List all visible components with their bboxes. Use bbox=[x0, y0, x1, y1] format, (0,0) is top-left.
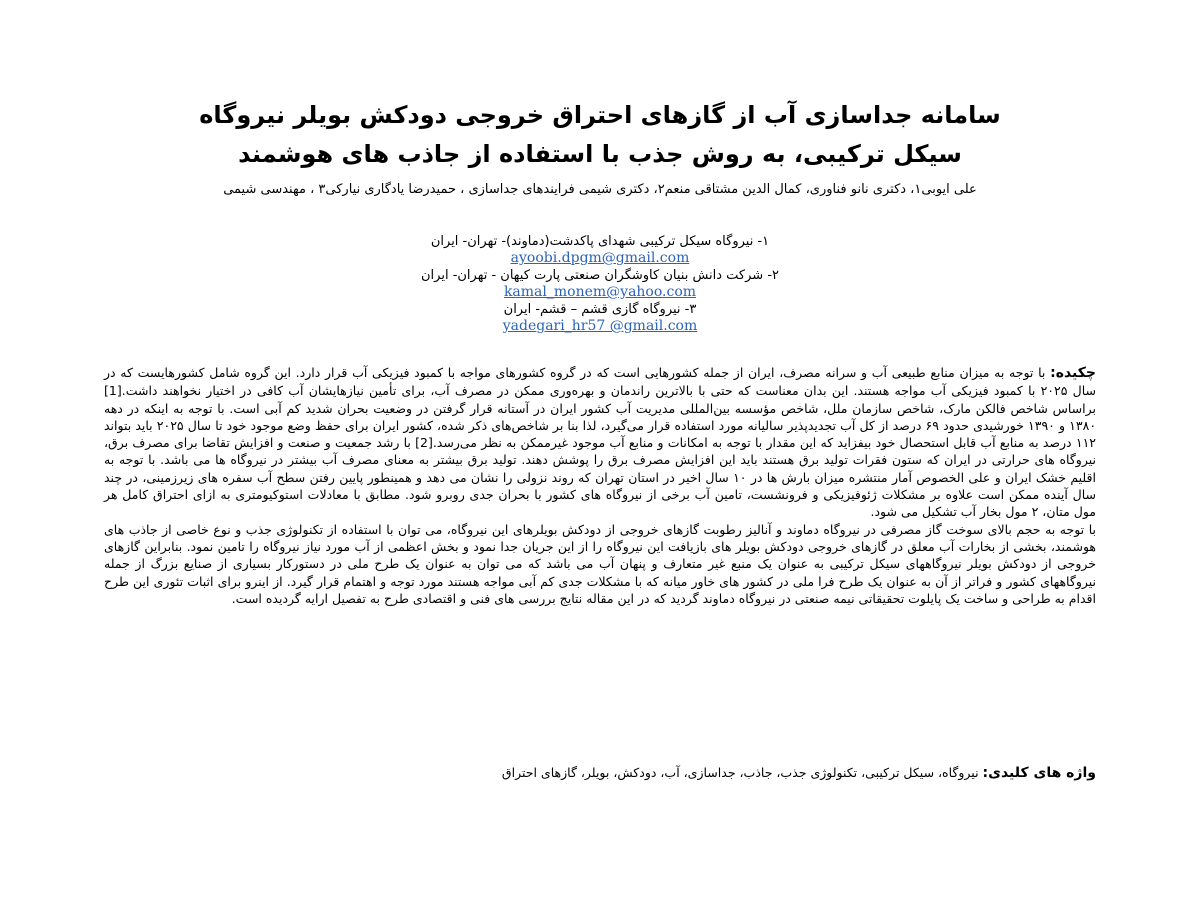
title-line-2: سیکل ترکیبی، به روش جذب با استفاده از جاذب های هوشمند bbox=[238, 140, 962, 168]
affiliation-org: ۲- شرکت دانش بنیان کاوشگران صنعتی پارت کیهان - تهران- ایران bbox=[421, 268, 779, 283]
author-list: علی ایوبی۱، دکتری نانو فناوری، کمال الدین مشتاقی منعم۲، دکتری شیمی فرایندهای جداسازی ، حمیدرضا یادگاری نیارکی۳ ، مهندسی شیمی bbox=[223, 182, 977, 197]
affiliation-email-link[interactable]: yadegari_hr57 @gmail.com bbox=[502, 318, 698, 334]
title-line-1: سامانه جداسازی آب از گازهای احتراق خروجی دودکش بویلر نیروگاه bbox=[199, 101, 1001, 129]
affiliation-2 bbox=[110, 267, 1090, 301]
abstract-label: چکیده: bbox=[1050, 365, 1096, 381]
affiliation-1 bbox=[110, 233, 1090, 267]
abstract-paragraph-2: با توجه به حجم بالای سوخت گاز مصرفی در نیروگاه دماوند و آنالیز رطوبت گازهای خروجی از دودکش بویلرهای این نیروگاه، می توان با استفاده از تکنولوژی جذب و نوع خاصی از جاذب های هوشمند، بخشی از بخارات آب معلق در گازهای خروجی دودکش بویلر های بازیافت این نیروگاه را از این جریان جدا نمود و بخش اعظمی از آب مورد نیاز نیروگاه را تامین نمود. بنابراین گازهای خروجی از دودکش بویلر نیروگاههای سیکل ترکیبی به عنوان یک منبع غیر متعارف و پنهان آب می باشد که می توان به عنوان یک طرح ملی در دستورکار بسیاری از صنایع بزرگ از جمله نیروگاههای کشور و فراتر از آن به عنوان یک طرح فرا ملی در کشور های خاور میانه که با مشکلات جدی کم آبی مواجه هستند مورد توجه و اهتمام قرار گیرد. از اینرو برای اثبات تئوری این طرح اقدام به طراحی و ساخت یک پایلوت تحقیقاتی نیمه صنعتی در نیروگاه دماوند گردید که در این مقاله نتایج بررسی های فنی و اقتصادی طرح به تفصیل ارایه گردیده است. bbox=[104, 521, 1096, 606]
abstract-text-1: با توجه به میزان منابع طبیعی آب و سرانه مصرف، ایران از جمله کشورهایی است که در گروه کشورهای مواجه با کمبود فیزیکی آب قرار دارد. این گروه شامل کشورهایست که در سال ۲۰۲۵ با کمبود فیزیکی آب مواجه هستند. این بدان معناست که حتی با بالاترین راندمان و بهره‌وری ممکن در مصرف آب، برای تأمین نیازهایشان آب کافی در اختیار نخواهند داشت.[1] براساس شاخص فالکن مارک، شاخص سازمان ملل، شاخص مؤسسه بین‌المللی مدیریت آب کشور ایران در آستانه قرار گرفتن در وضعیت بحران شدید کم آبی است. با توجه به اینکه در دهه ۱۳۸۰ و ۱۳۹۰ خورشیدی حدود ۶۹ درصد از کل آب تجدیدپذیر سالیانه مورد استفاده قرار می‌گیرد، لذا بنا بر شاخص‌های ذکر شده، کشور ایران برای حفظ وضع موجود خود تا سال ۲۰۲۵ باید بتواند ۱۱۲ درصد به منابع آب قابل استحصال خود بیفزاید که این مقدار با توجه به امکانات و منابع آب موجود غیرممکن به نظر می‌رسد.[2] با رشد جمعیت و صنعت و افزایش تقاضا برای مصرف برق، نیروگاه های حرارتی در ایران که ستون فقرات تولید برق هستند باید این افزایش مصرف برق را پوشش دهند. تولید برق بیشتر به معنای مصرف آب بیشتر در نیروگاه ها می باشد. با توجه به اقلیم خشک ایران و علی الخصوص آمار منتشره میزان بارش ها در ۱۰ سال اخیر در استان تهران که روند نزولی را نشان می دهد و همینطور پایین رفتن سطح آب سفره های زیرزمینی، در چند سال آینده ممکن است علاوه بر مشکلات ژئوفیزیکی و فرونشست، تامین آب برخی از نیروگاه های کشور با بحران جدی روبرو شود. مطابق با معادلات استوکیومتری به ازای احتراق کامل هر مول متان، ۲ مول بخار آب تشکیل می شود. bbox=[104, 365, 1097, 520]
abstract bbox=[104, 364, 1096, 607]
affiliations bbox=[110, 233, 1090, 335]
keywords bbox=[104, 764, 1096, 782]
affiliation-email-link[interactable]: kamal_monem@yahoo.com bbox=[503, 284, 697, 300]
affiliation-org: ۱- نیروگاه سیکل ترکیبی شهدای پاکدشت(دماوند)- تهران- ایران bbox=[430, 234, 770, 249]
affiliation-3 bbox=[110, 301, 1090, 335]
keywords-label: واژه های کلیدی: bbox=[982, 765, 1096, 781]
paper-title bbox=[110, 96, 1090, 174]
affiliation-email-link[interactable]: ayoobi.dpgm@gmail.com bbox=[510, 250, 690, 266]
affiliation-org: ۳- نیروگاه گازی قشم – قشم- ایران bbox=[503, 302, 697, 317]
keywords-text: نیروگاه، سیکل ترکیبی، تکنولوژی جذب، جاذب، جداسازی، آب، دودکش، بویلر، گازهای احتراق bbox=[501, 765, 979, 780]
abstract-paragraph-1 bbox=[104, 364, 1096, 521]
